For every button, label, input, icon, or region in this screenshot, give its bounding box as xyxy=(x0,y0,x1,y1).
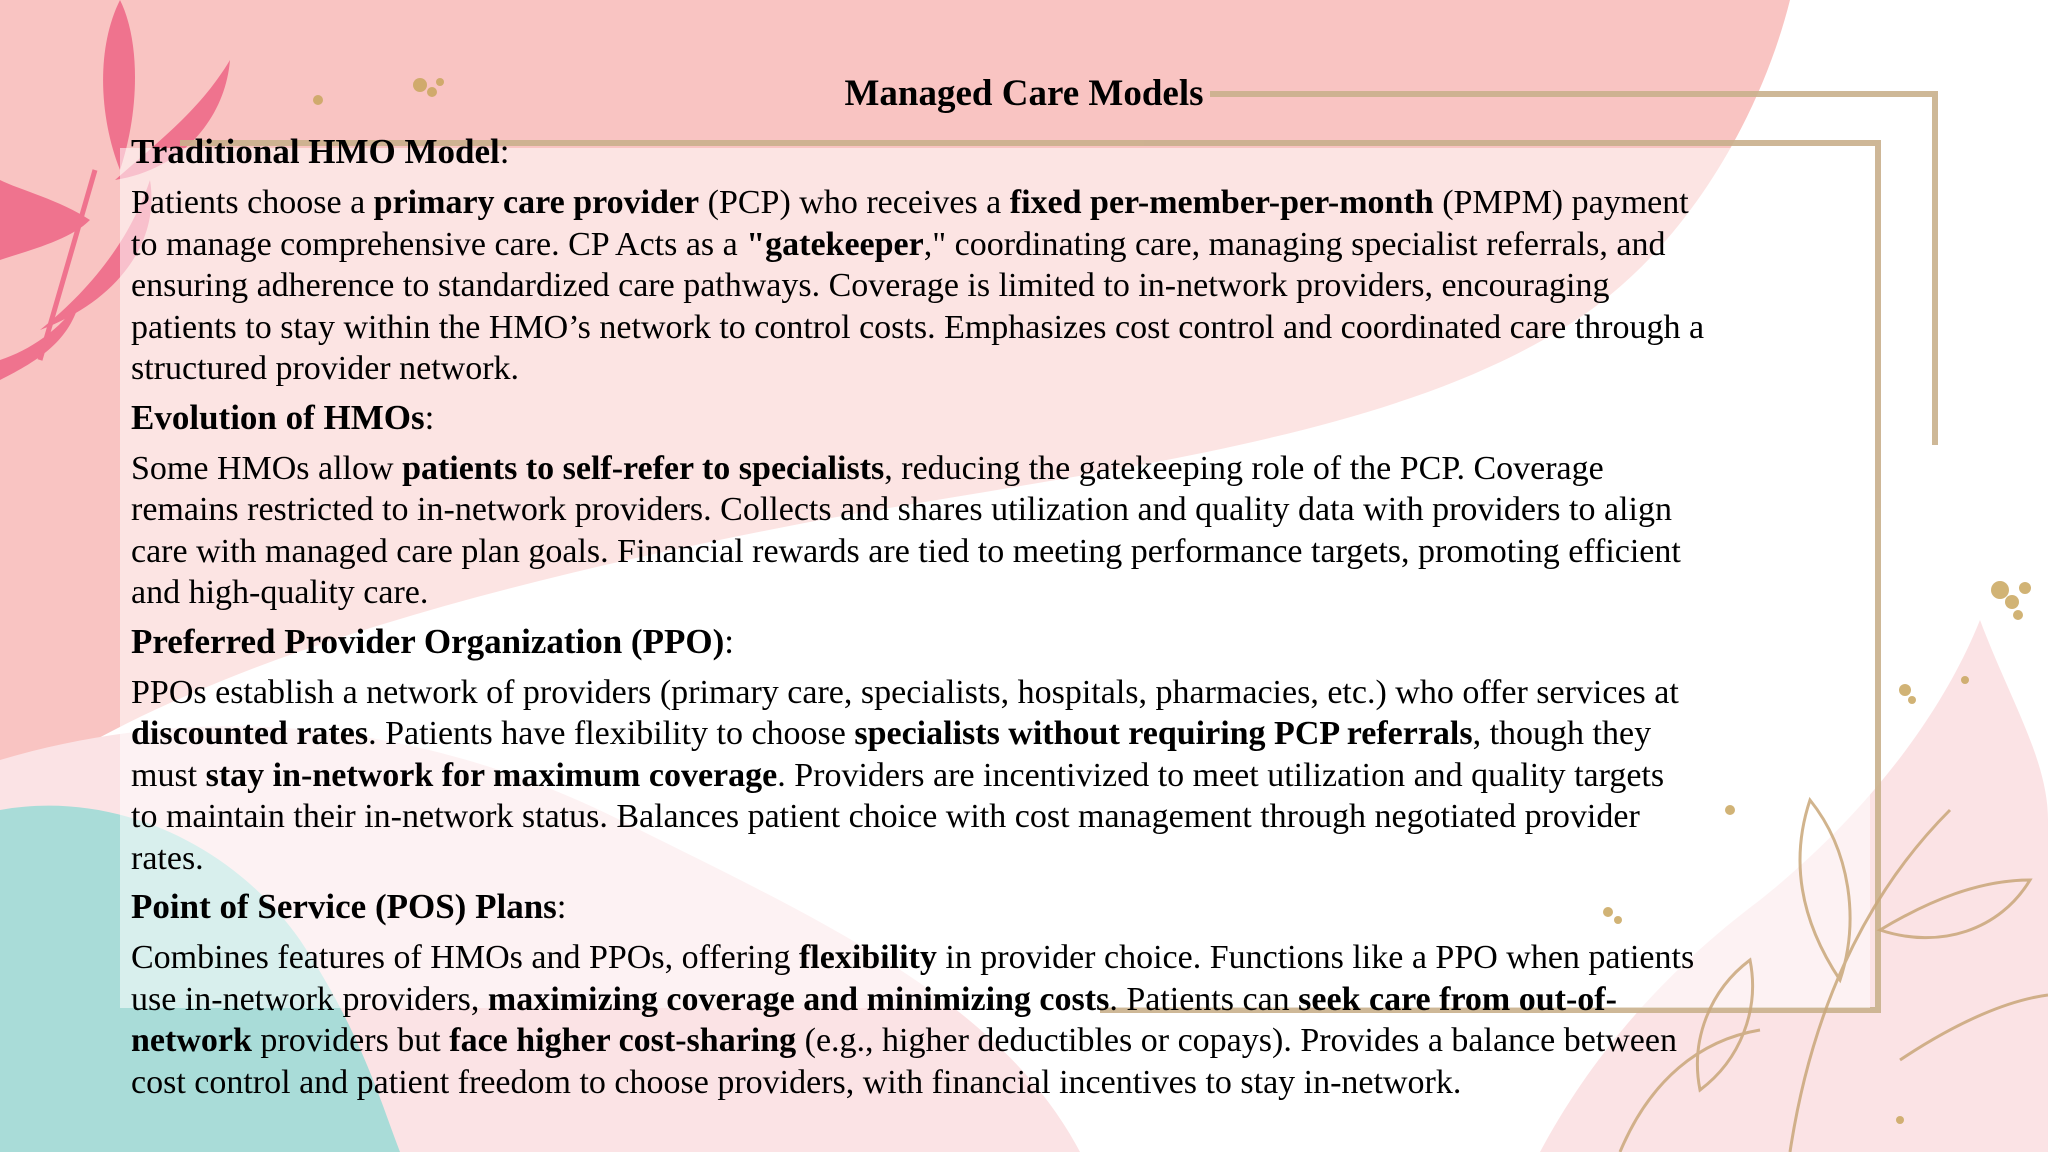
section-heading xyxy=(131,128,1931,176)
text-run: Some HMOs allow xyxy=(131,449,403,487)
bold-text-run: specialists without requiring PCP referrals xyxy=(854,715,1473,752)
text-run: (PMPM) payment xyxy=(1433,184,1689,221)
section-heading xyxy=(131,618,1931,666)
paragraph-line xyxy=(131,182,1931,224)
text-run: Patients choose a xyxy=(131,184,374,221)
text-run: . Patients have flexibility to choose xyxy=(368,715,855,752)
paragraph-line xyxy=(131,838,1931,880)
text-run: ," coordinating care, managing specialist referrals, and xyxy=(923,225,1666,263)
paragraph-line xyxy=(131,672,1931,714)
bold-text-run: patients to self-refer to specialists xyxy=(402,449,885,487)
text-run: must xyxy=(131,756,206,794)
paragraph-line xyxy=(131,531,1931,573)
text-run: rates. xyxy=(131,839,204,877)
section-paragraph xyxy=(131,448,1931,614)
paragraph-line xyxy=(131,1062,1931,1104)
text-run: Combines features of HMOs and PPOs, offering xyxy=(131,939,799,976)
bold-text-run: seek care from out-of- xyxy=(1298,980,1617,1018)
section-heading xyxy=(131,883,1931,931)
text-run: PPOs establish a network of providers (primary care, specialists, hospitals, pharmacies, etc.) who offer services at xyxy=(131,673,1679,711)
text-run: , though they xyxy=(1472,715,1652,752)
section-heading-text: Traditional HMO Model xyxy=(131,132,500,171)
section-heading-text: Point of Service (POS) Plans xyxy=(131,887,557,926)
bold-text-run: "gatekeeper xyxy=(746,225,924,263)
paragraph-line xyxy=(131,572,1931,614)
paragraph-line xyxy=(131,1020,1931,1062)
section-heading xyxy=(131,394,1931,442)
paragraph-line xyxy=(131,713,1931,755)
bold-text-run: face higher cost-sharing xyxy=(449,1022,797,1059)
section-heading-text: Preferred Provider Organization (PPO) xyxy=(131,621,725,661)
slide-title: Managed Care Models xyxy=(844,73,1204,114)
text-run: providers but xyxy=(251,1022,450,1059)
text-run: (e.g., higher deductibles or copays). Provides a balance between xyxy=(796,1022,1677,1059)
paragraph-line xyxy=(131,979,1931,1021)
paragraph-line xyxy=(131,448,1931,490)
text-run: cost control and patient freedom to choose providers, with financial incentives to stay in-network. xyxy=(131,1063,1462,1101)
paragraph-line xyxy=(131,937,1931,979)
text-run: ensuring adherence to standardized care pathways. Coverage is limited to in-network providers, encouraging xyxy=(131,267,1610,304)
bold-text-run: flexibility xyxy=(798,939,937,976)
text-run: . Patients can xyxy=(1109,980,1299,1018)
text-run: structured provider network. xyxy=(131,350,520,387)
section-heading-colon: : xyxy=(499,132,510,171)
section-heading-colon: : xyxy=(424,397,435,437)
text-run: use in-network providers, xyxy=(131,980,488,1018)
bold-text-run: primary care provider xyxy=(373,184,700,221)
text-run: . Providers are incentivized to meet utilization and quality targets xyxy=(777,756,1665,794)
paragraph-line xyxy=(131,307,1931,349)
paragraph-line xyxy=(131,348,1931,390)
bold-text-run: stay in-network for maximum coverage xyxy=(205,756,778,794)
section-paragraph xyxy=(131,182,1931,390)
paragraph-line xyxy=(131,489,1931,531)
text-run: to manage comprehensive care. CP Acts as a xyxy=(131,225,747,263)
section-paragraph xyxy=(131,937,1931,1103)
text-run: remains restricted to in-network providers. Collects and shares utilization and quality data with providers to align xyxy=(131,491,1672,528)
paragraph-line xyxy=(131,224,1931,266)
section-heading-colon: : xyxy=(556,887,567,926)
bold-text-run: fixed per-member-per-month xyxy=(1009,184,1434,221)
text-run: (PCP) who receives a xyxy=(699,184,1010,221)
text-run: in provider choice. Functions like a PPO when patients xyxy=(936,939,1695,976)
text-run: patients to stay within the HMO’s network to control costs. Emphasizes cost control and coordinated care through a xyxy=(131,308,1705,346)
slide-content xyxy=(131,124,1931,1107)
bold-text-run: maximizing coverage and minimizing costs xyxy=(487,980,1110,1018)
section-paragraph xyxy=(131,672,1931,880)
bold-text-run: discounted rates xyxy=(131,715,369,752)
text-run: to maintain their in-network status. Balances patient choice with cost management through negotiated provider xyxy=(131,798,1640,835)
section-heading-text: Evolution of HMOs xyxy=(131,397,425,437)
text-run: , reducing the gatekeeping role of the PCP. Coverage xyxy=(884,449,1604,487)
text-run: and high-quality care. xyxy=(131,574,429,611)
text-run: care with managed care plan goals. Financial rewards are tied to meeting performance targets, promoting efficient xyxy=(131,532,1681,570)
paragraph-line xyxy=(131,265,1931,307)
bold-text-run: network xyxy=(131,1022,252,1059)
paragraph-line xyxy=(131,796,1931,838)
section-heading-colon: : xyxy=(724,621,734,661)
paragraph-line xyxy=(131,755,1931,797)
